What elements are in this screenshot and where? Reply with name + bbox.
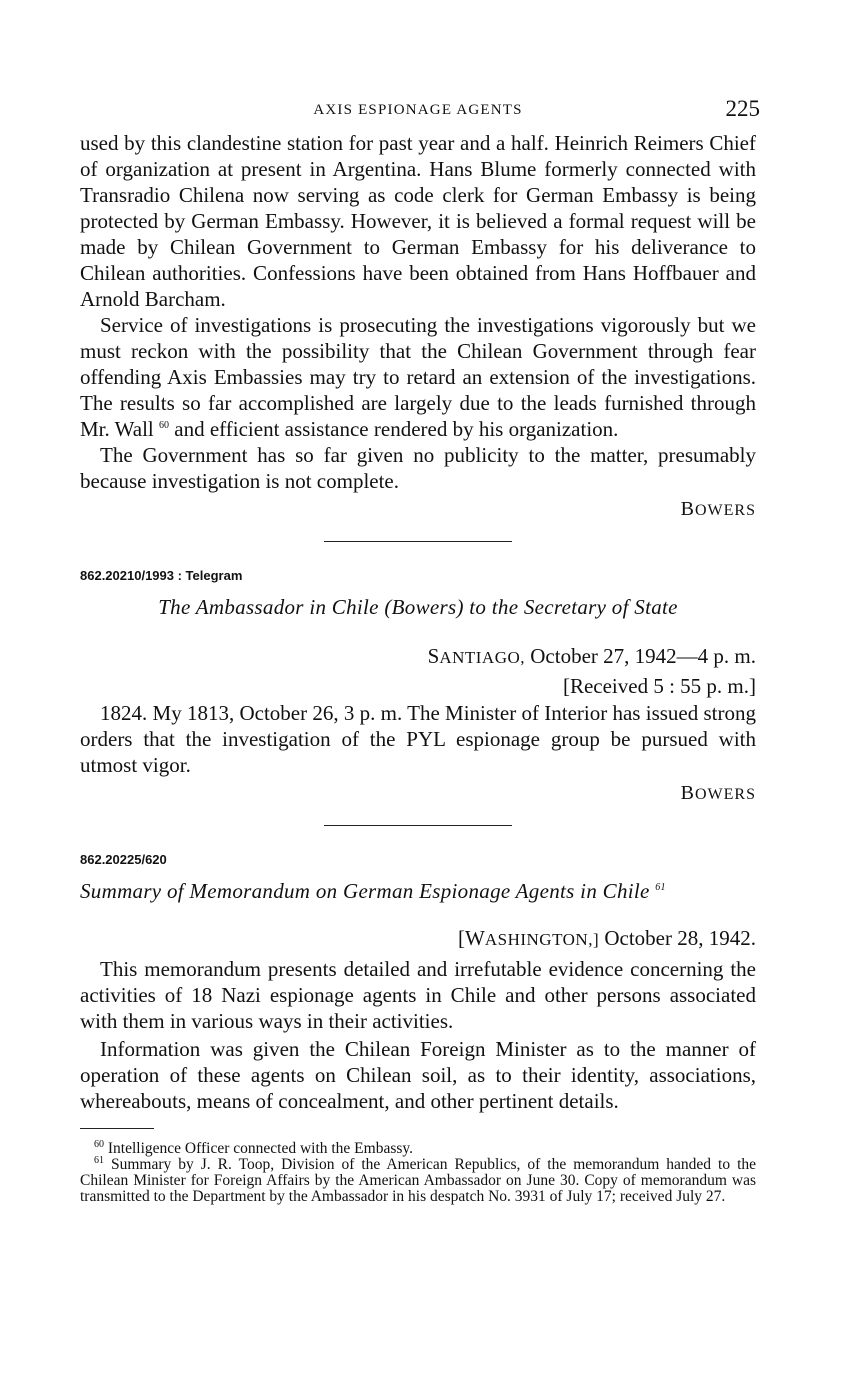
page-number: 225 <box>725 96 760 121</box>
paragraph: The Government has so far given no publicity to the matter, presumably because investigation is not complete. <box>80 443 756 493</box>
document-title: The Ambassador in Chile (Bowers) to the Secretary of State <box>158 595 678 619</box>
paragraph-text: and efficient assistance rendered by his organization. <box>174 417 619 441</box>
footnote: $^{61}$ Summary by J. R. Toop, Division of the American Republics, of the memorandum handed to the Chilean Minister for Foreign Affairs by the American Ambassador on June 30. Copy of memorandum was transmitted to the Department by the Ambassador in his despatch No. 3931 of July 17; received July 27. <box>80 1154 757 1205</box>
divider <box>324 541 512 542</box>
signature: BOWERS <box>680 782 756 804</box>
footnote-ref: 61 <box>655 882 666 893</box>
dateline: SANTIAGO, October 27, 1942—4 p. m. <box>427 644 756 668</box>
paragraph-text: Service of investigations is prosecuting the investigations vigorously but we must reckon with the possibility that the Chilean Government through fear offending Axis Embassies may try to retard an extension of the investigations. The results so far accomplished are largely due to the leads furnished through Mr. Wall <box>80 313 756 441</box>
paragraph: This memorandum presents detailed and irrefutable evidence concerning the activities of 18 Nazi espionage agents in Chile and other persons associated with them in various ways in their activities. <box>80 957 756 1033</box>
file-reference: 862.20225/620 <box>80 852 167 867</box>
footnotes <box>80 1138 757 1205</box>
running-head <box>80 96 760 130</box>
paragraph: 1824. My 1813, October 26, 3 p. m. The Minister of Interior has issued strong orders that the investigation of the PYL espionage group be pursued with utmost vigor. <box>80 701 756 777</box>
document-title: Summary of Memorandum on German Espionage Agents in Chile $^{61}$ <box>80 879 666 903</box>
paragraph: Information was given the Chilean Foreign Minister as to the manner of operation of these agents on Chilean soil, as to their identity, associations, whereabouts, means of concealment, and other pertinent details. <box>80 1037 756 1113</box>
page <box>80 96 760 1205</box>
running-title: AXIS ESPIONAGE AGENTS <box>313 102 523 118</box>
signature: BOWERS <box>680 498 756 520</box>
paragraph: used by this clandestine station for past year and a half. Heinrich Reimers Chief of organization at present in Argentina. Hans Blume formerly connected with Transradio Chilena now serving as code clerk for German Embassy is being protected by German Embassy. However, it is believed a formal request will be made by Chilean Government to German Embassy for his deliverance to Chilean authorities. Confessions have been obtained from Hans Hoffbauer and Arnold Barcham. <box>80 131 756 311</box>
received-line: [Received 5 : 55 p. m.] <box>562 674 756 698</box>
file-reference: 862.20210/1993 : Telegram <box>80 568 243 583</box>
divider <box>324 825 512 826</box>
footnote-ref: 60 <box>159 420 170 431</box>
dateline: [WASHINGTON,] October 28, 1942. <box>458 926 756 950</box>
footnote-divider <box>80 1128 154 1129</box>
paragraph <box>80 312 756 442</box>
footnote: $^{60}$ Intelligence Officer connected with the Embassy. <box>94 1138 414 1157</box>
